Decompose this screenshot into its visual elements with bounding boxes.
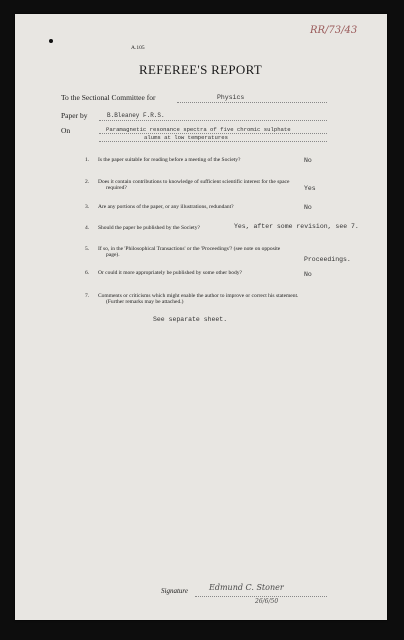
page-title: REFEREE'S REPORT xyxy=(139,62,263,77)
signature-name: Edmund C. Stoner xyxy=(209,583,284,592)
question-text: Comments or criticisms which might enable the author to improve or correct his statement. xyxy=(98,293,299,299)
question-text-cont: (Further remarks may be attached.) xyxy=(106,299,184,305)
on-rule-2 xyxy=(99,141,327,142)
report-sheet xyxy=(15,14,387,620)
committee-value: Physics xyxy=(217,94,245,101)
answer-text: No xyxy=(304,271,312,278)
answer-text: Yes, after some revision, see 7. xyxy=(234,223,359,230)
question-text: If so, in the 'Philosophical Transactions' or the 'Proceedings'? (see note on opposite xyxy=(98,246,281,252)
answer-text: Yes xyxy=(304,185,316,192)
question-text-cont: page). xyxy=(106,252,120,258)
question-text: Does it contain contributions to knowledge of sufficient scientific interest for the space xyxy=(98,179,290,185)
signature-label: Signature xyxy=(161,587,188,595)
paper-title-line1: Paramagnetic resonance spectra of five chromic sulphate xyxy=(106,126,291,133)
paper-title-line2: alums at low temperatures xyxy=(144,134,228,141)
paper-by-value: B.Bleaney F.R.S. xyxy=(107,112,165,119)
signature-rule xyxy=(195,596,327,597)
question-number: 6. xyxy=(85,270,90,276)
committee-label: To the Sectional Committee for xyxy=(61,93,156,102)
question-number: 3. xyxy=(85,204,90,210)
form-code: A.105 xyxy=(131,45,145,51)
answer-text: See separate sheet. xyxy=(153,316,228,323)
question-number: 5. xyxy=(85,246,90,252)
punch-hole-mark xyxy=(49,39,53,43)
question-number: 1. xyxy=(85,157,90,163)
question-number: 2. xyxy=(85,179,90,185)
answer-text: Proceedings. xyxy=(304,256,351,263)
paper-by-label: Paper by xyxy=(61,111,88,120)
question-text: Should the paper be published by the Society? xyxy=(98,225,200,231)
signature-date: 26/6/50 xyxy=(255,598,279,605)
paper-by-rule xyxy=(99,120,327,121)
question-number: 7. xyxy=(85,293,90,299)
answer-text: No xyxy=(304,157,312,164)
answer-text: No xyxy=(304,204,312,211)
question-number: 4. xyxy=(85,225,90,231)
question-text: Is the paper suitable for reading before a meeting of the Society? xyxy=(98,157,241,163)
committee-rule xyxy=(177,102,327,103)
question-text: Or could it more appropriately be published by some other body? xyxy=(98,270,242,276)
question-text: Are any portions of the paper, or any illustrations, redundant? xyxy=(98,204,234,210)
on-label: On xyxy=(61,126,71,135)
archive-reference: RR/73/43 xyxy=(310,25,358,36)
question-text-cont: required? xyxy=(106,185,127,191)
